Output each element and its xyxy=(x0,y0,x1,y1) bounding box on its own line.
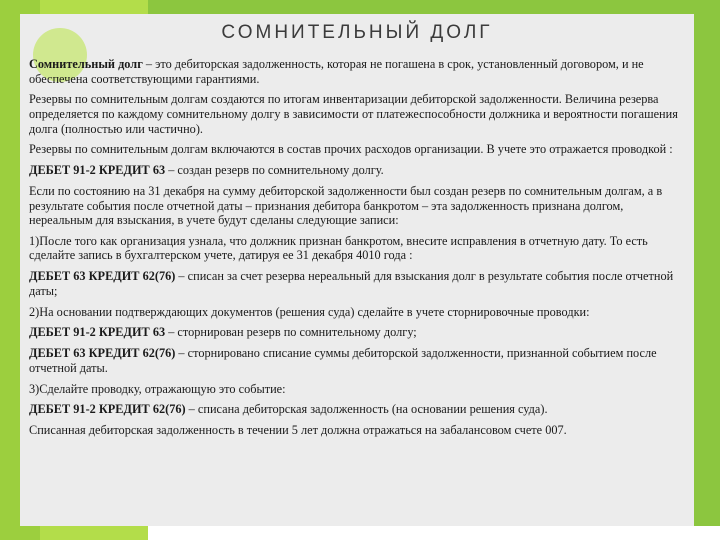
step-1: 1)После того как организация узнала, что должник признан банкротом, внесите исправления в отчетную дату. То есть сделайте запись в бухгалтерском учете, датируя ее 31 декабря 4010 года : xyxy=(29,233,648,263)
paragraph-reserves-created: Резервы по сомнительным долгам создаются по итогам инвентаризации дебиторской задолженности. Величина резерва определяется по каждому сомнительному долгу в зависимости от платежеспособности должника и вероятности погашения долга (полностью или частично). xyxy=(29,92,678,136)
entry-1 xyxy=(29,163,689,178)
definition-text: – это дебиторская задолженность, которая не погашена в срок, установленный договором, и не обеспечена соответствующими гарантиями. xyxy=(29,57,644,86)
paragraph-reserves-expenses: Резервы по сомнительным долгам включаются в состав прочих расходов организации. В учете это отражается проводкой : xyxy=(29,142,673,157)
paragraph-bankruptcy: Если по состоянию на 31 декабря на сумму дебиторской задолженности был создан резерв по сомнительным долгам, а в результате события после отчетной даты – признания дебитора банкротом – эта задолженность признана долгом, нереальным для взыскания, в учете будут сделаны следующие записи: xyxy=(29,183,663,228)
term-bold: Сомнительный долг xyxy=(29,57,143,71)
entry-2-accounts: ДЕБЕТ 63 КРЕДИТ 62(76) xyxy=(29,269,176,284)
paragraph-definition xyxy=(29,57,689,86)
entry-2-text: – списан за счет резерва нереальный для взыскания долг в результате события после отчетной даты; xyxy=(29,269,674,298)
paragraph-off-balance: Списанная дебиторская задолженность в течении 5 лет должна отражаться на забалансовом счете 007. xyxy=(29,423,567,438)
entry-5-text: – списана дебиторская задолженность (на основании решения суда). xyxy=(185,402,548,417)
step-2: 2)На основании подтверждающих документов (решения суда) сделайте в учете сторнировочные проводки: xyxy=(29,304,590,319)
right-green-band xyxy=(694,14,720,526)
entry-1-text: – создан резерв по сомнительному долгу. xyxy=(165,163,384,178)
entry-3-text: – сторнирован резерв по сомнительному долгу; xyxy=(165,325,417,340)
entry-5 xyxy=(29,402,689,417)
entry-4-accounts: ДЕБЕТ 63 КРЕДИТ 62(76) xyxy=(29,346,176,361)
slide-title: СОМНИТЕЛЬНЫЙ ДОЛГ xyxy=(221,22,493,43)
entry-4-text: – сторнировано списание суммы дебиторской задолженности, признанной событием после отчетной даты. xyxy=(29,346,657,375)
entry-5-accounts: ДЕБЕТ 91-2 КРЕДИТ 62(76) xyxy=(29,402,186,417)
entry-1-accounts: ДЕБЕТ 91-2 КРЕДИТ 63 xyxy=(29,163,166,178)
entry-3-accounts: ДЕБЕТ 91-2 КРЕДИТ 63 xyxy=(29,325,166,340)
step-3: 3)Сделайте проводку, отражающую это событие: xyxy=(29,381,286,396)
slide-body xyxy=(29,57,689,444)
entry-3 xyxy=(29,325,689,340)
entry-4 xyxy=(29,346,689,375)
entry-2 xyxy=(29,269,689,298)
